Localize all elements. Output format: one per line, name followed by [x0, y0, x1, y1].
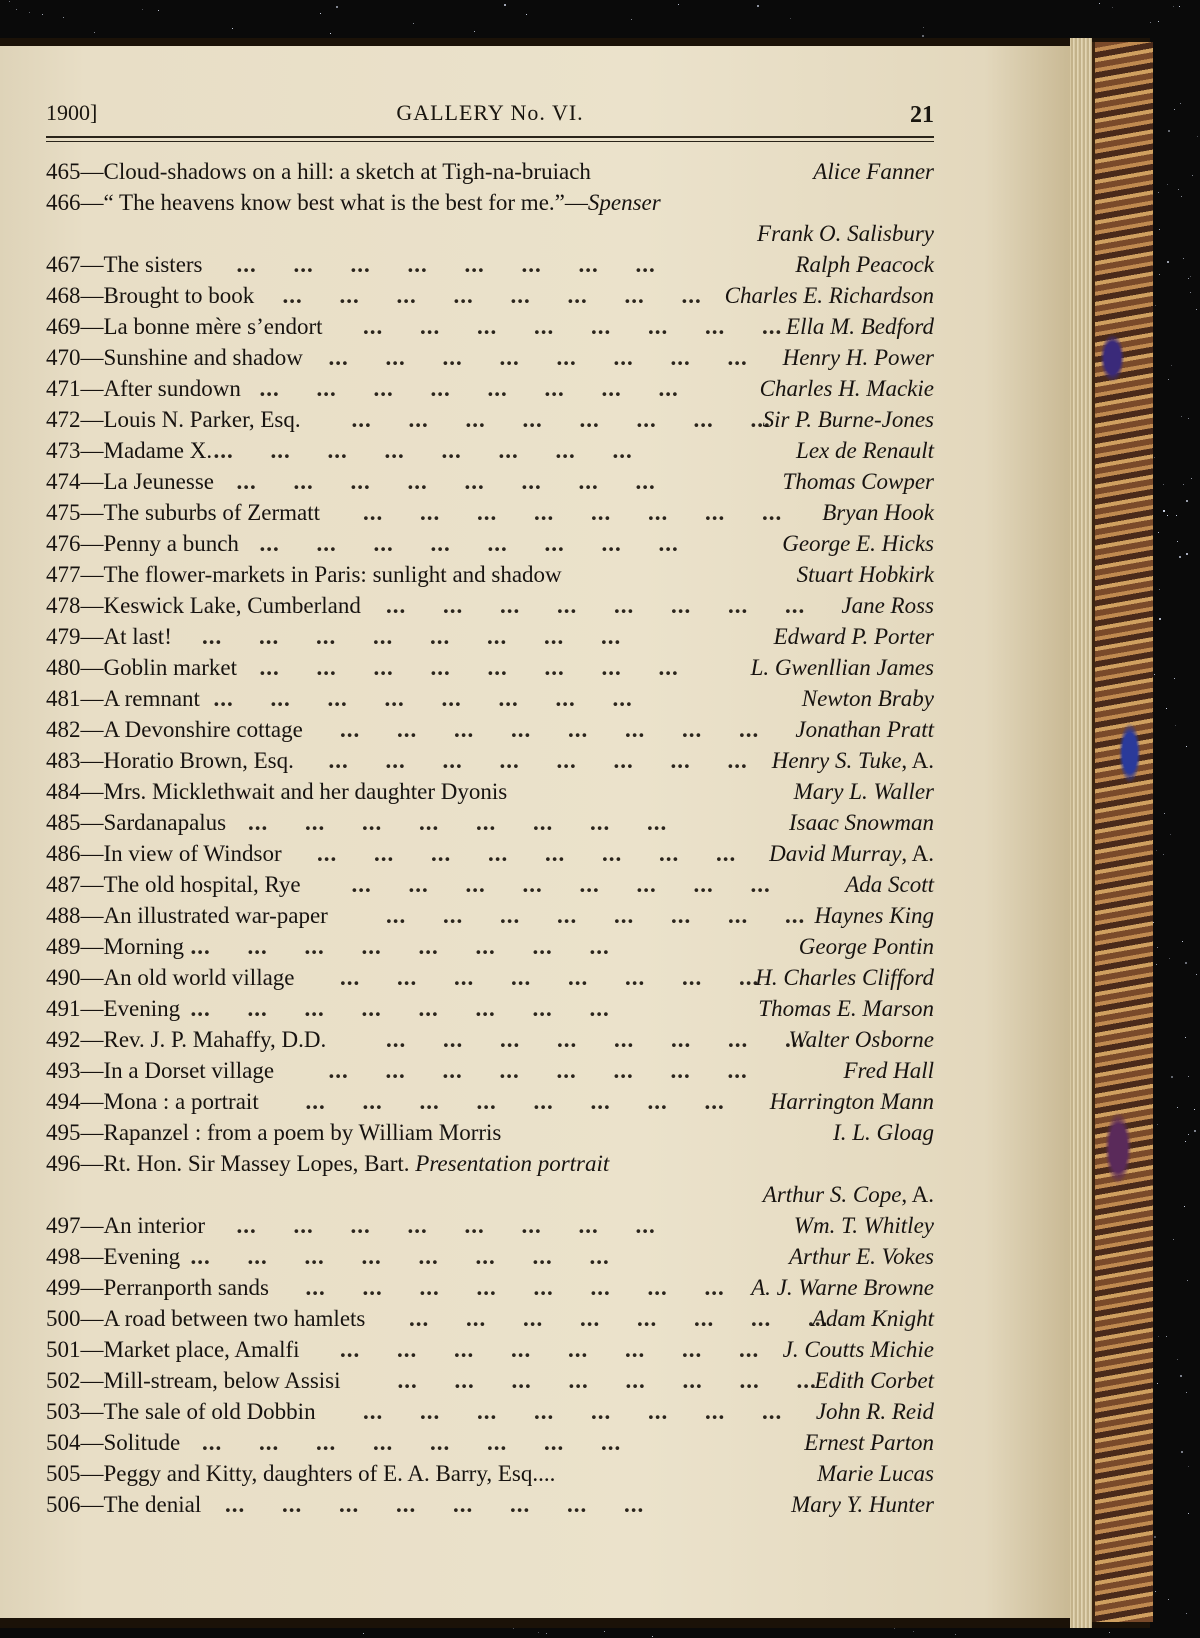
entry-number: 490— — [46, 965, 104, 990]
catalogue-entry — [46, 466, 934, 497]
entry-artist: John R. Reid — [815, 1399, 934, 1424]
entry-number: 483— — [46, 748, 104, 773]
entry-number: 488— — [46, 903, 104, 928]
catalogue-entry — [46, 311, 934, 342]
catalogue-entry — [46, 1334, 934, 1365]
catalogue-entry — [46, 342, 934, 373]
entry-number: 471— — [46, 376, 104, 401]
entry-artist: Isaac Snowman — [788, 810, 934, 835]
leader-dots: ... ... ... ... ... ... ... ... — [363, 314, 783, 339]
entry-artist-line — [46, 1179, 934, 1210]
entry-title: Cloud-shadows on a hill: a sketch at Tigh-na-bruiach — [103, 159, 591, 184]
entry-artist: J. Coutts Michie — [782, 1337, 934, 1362]
catalogue-entry — [46, 373, 934, 404]
leader-dots: ... ... ... ... ... ... ... ... — [351, 872, 771, 897]
entry-title: Mona : a portrait — [103, 1089, 259, 1114]
entry-artist: L. Gwenllian James — [750, 655, 934, 680]
leader-dots: ... ... ... ... ... ... ... ... — [259, 531, 679, 556]
entry-artist: Thomas Cowper — [782, 469, 934, 494]
entry-artist: Sir P. Burne-Jones — [762, 407, 934, 432]
entry-number: 503— — [46, 1399, 104, 1424]
entry-title: Peggy and Kitty, daughters of E. A. Barry, Esq.... — [103, 1461, 556, 1486]
entry-number: 489— — [46, 934, 104, 959]
catalogue-entry — [46, 807, 934, 838]
leader-dots: ... ... ... ... ... ... ... ... — [409, 1306, 829, 1331]
entry-artist: Charles H. Mackie — [759, 376, 934, 401]
entry-artist: George Pontin — [798, 934, 934, 959]
catalogue-entry — [46, 1272, 934, 1303]
catalogue-entry — [46, 683, 934, 714]
entry-number: 465— — [46, 159, 104, 184]
catalogue-entry — [46, 993, 934, 1024]
catalogue-entry — [46, 1210, 934, 1241]
entry-artist: Edith Corbet — [814, 1368, 934, 1393]
entry-title: Mill-stream, below Assisi — [103, 1368, 341, 1393]
header-gallery: GALLERY No. VI. — [396, 100, 584, 125]
entry-number: 506— — [46, 1492, 104, 1517]
entry-artist: Haynes King — [814, 903, 934, 928]
catalogue-entry — [46, 404, 934, 435]
catalogue-entry — [46, 590, 934, 621]
entry-title: Sunshine and shadow — [103, 345, 303, 370]
entry-number: 480— — [46, 655, 104, 680]
entry-number: 496— — [46, 1151, 104, 1176]
catalogue-entry — [46, 1427, 934, 1458]
leader-dots: ... ... ... ... ... ... ... ... — [236, 252, 656, 277]
leader-dots: ... ... ... ... ... ... ... ... — [386, 1027, 806, 1052]
entry-number: 505— — [46, 1461, 104, 1486]
entry-artist: Henry H. Power — [782, 345, 934, 370]
page-edges — [1070, 38, 1092, 1628]
entry-number: 475— — [46, 500, 104, 525]
entry-artist-line — [46, 218, 934, 249]
entry-title: Morning — [103, 934, 184, 959]
entry-artist: Jonathan Pratt — [795, 717, 934, 742]
entry-title: Louis N. Parker, Esq. — [103, 407, 301, 432]
catalogue-entries — [46, 156, 934, 1520]
entry-title: An interior — [103, 1213, 206, 1238]
entry-title: Penny a bunch — [103, 531, 239, 556]
catalogue-entry — [46, 1489, 934, 1520]
entry-artist: Mary Y. Hunter — [791, 1492, 934, 1517]
entry-title: Perranporth sands — [103, 1275, 269, 1300]
entry-number: 495— — [46, 1120, 104, 1145]
entry-number: 497— — [46, 1213, 104, 1238]
catalogue-entry — [46, 1458, 934, 1489]
leader-dots: ... ... ... ... ... ... ... ... — [213, 686, 633, 711]
entry-title: The denial — [103, 1492, 202, 1517]
entry-title: In a Dorset village — [103, 1058, 275, 1083]
entry-artist: Walter Osborne — [788, 1027, 934, 1052]
leader-dots: ... ... ... ... ... ... ... ... — [305, 1089, 725, 1114]
entry-title: Market place, Amalfi — [103, 1337, 300, 1362]
catalogue-entry — [46, 280, 934, 311]
entry-title: The old hospital, Rye — [103, 872, 301, 897]
entry-number: 481— — [46, 686, 104, 711]
entry-artist: Charles E. Richardson — [724, 283, 934, 308]
entry-artist: Jane Ross — [841, 593, 934, 618]
catalogue-entry — [46, 1024, 934, 1055]
entry-artist: David Murray, A. — [769, 841, 934, 866]
leader-dots: ... ... ... ... ... ... ... ... — [213, 438, 633, 463]
entry-title: Keswick Lake, Cumberland — [103, 593, 361, 618]
entry-artist: Wm. T. Whitley — [793, 1213, 934, 1238]
entry-title: Rev. J. P. Mahaffy, D.D. — [103, 1027, 327, 1052]
leader-dots: ... ... ... ... ... ... ... ... — [202, 1430, 622, 1455]
entry-title: The sisters — [103, 252, 203, 277]
leader-dots: ... ... ... ... ... ... ... ... — [397, 1368, 817, 1393]
page-number: 21 — [910, 102, 934, 128]
leader-dots: ... ... ... ... ... ... ... ... — [282, 283, 702, 308]
entry-number: 486— — [46, 841, 104, 866]
leader-dots: ... ... ... ... ... ... ... ... — [259, 655, 679, 680]
entry-title: The sale of old Dobbin — [103, 1399, 316, 1424]
entry-number: 467— — [46, 252, 104, 277]
entry-number: 476— — [46, 531, 104, 556]
catalogue-entry — [46, 1148, 934, 1179]
entry-artist: Bryan Hook — [822, 500, 934, 525]
leader-dots: ... ... ... ... ... ... ... ... — [317, 841, 737, 866]
entry-number: 484— — [46, 779, 104, 804]
entry-title: La Jeunesse — [103, 469, 214, 494]
header-year: 1900] — [46, 100, 98, 125]
catalogue-entry — [46, 528, 934, 559]
entry-artist: Ella M. Bedford — [786, 314, 934, 339]
leader-dots: ... ... ... ... ... ... ... ... — [236, 469, 656, 494]
entry-title: An old world village — [103, 965, 295, 990]
entry-number: 469— — [46, 314, 104, 339]
entry-title: Sardanapalus — [103, 810, 227, 835]
entry-number: 470— — [46, 345, 104, 370]
entry-number: 468— — [46, 283, 104, 308]
catalogue-entry — [46, 869, 934, 900]
catalogue-entry — [46, 1365, 934, 1396]
entry-artist: Ralph Peacock — [795, 252, 934, 277]
entry-artist: Alice Fanner — [813, 159, 934, 184]
entry-title: In view of Windsor — [103, 841, 282, 866]
entry-number: 485— — [46, 810, 104, 835]
entry-number: 501— — [46, 1337, 104, 1362]
entry-number: 479— — [46, 624, 104, 649]
entry-artist: Newton Braby — [801, 686, 934, 711]
entry-artist: Edward P. Porter — [773, 624, 934, 649]
entry-number: 499— — [46, 1275, 104, 1300]
entry-artist: Henry S. Tuke, A. — [771, 748, 934, 773]
entry-number: 474— — [46, 469, 104, 494]
entry-title: After sundown — [103, 376, 241, 401]
entry-artist: Stuart Hobkirk — [796, 562, 934, 587]
entry-title: La bonne mère s’endort — [103, 314, 323, 339]
catalogue-entry — [46, 745, 934, 776]
catalogue-entry — [46, 1117, 934, 1148]
entry-artist: Thomas E. Marson — [758, 996, 934, 1021]
leader-dots: ... ... ... ... ... ... ... ... — [305, 1275, 725, 1300]
leader-dots: ... ... ... ... ... ... ... ... — [340, 965, 760, 990]
entry-title: Goblin market — [103, 655, 237, 680]
leader-dots: ... ... ... ... ... ... ... ... — [190, 1244, 610, 1269]
catalogue-entry — [46, 1396, 934, 1427]
marbled-cover — [1092, 42, 1153, 1622]
entry-number: 477— — [46, 562, 104, 587]
catalogue-entry — [46, 156, 934, 187]
entry-artist: Ada Scott — [845, 872, 934, 897]
leader-dots: ... ... ... ... ... ... ... ... — [328, 1058, 748, 1083]
entry-number: 482— — [46, 717, 104, 742]
catalogue-entry — [46, 497, 934, 528]
catalogue-entry — [46, 776, 934, 807]
catalogue-entry — [46, 652, 934, 683]
entry-artist: Arthur S. Cope, A. — [762, 1182, 934, 1207]
running-header — [46, 100, 934, 134]
entry-title: “ The heavens know best what is the best for me.”—Spenser — [103, 190, 661, 215]
entry-number: 502— — [46, 1368, 104, 1393]
entry-artist: George E. Hicks — [782, 531, 934, 556]
entry-title: Brought to book — [103, 283, 255, 308]
entry-artist: I. L. Gloag — [833, 1120, 934, 1145]
catalogue-entry — [46, 559, 934, 590]
entry-artist: Marie Lucas — [817, 1461, 934, 1486]
catalogue-entry — [46, 435, 934, 466]
entry-artist: Fred Hall — [843, 1058, 934, 1083]
leader-dots: ... ... ... ... ... ... ... ... — [363, 1399, 783, 1424]
catalogue-entry — [46, 621, 934, 652]
entry-number: 487— — [46, 872, 104, 897]
catalogue-entry — [46, 1303, 934, 1334]
leader-dots: ... ... ... ... ... ... ... ... — [363, 500, 783, 525]
header-rule-thin — [46, 141, 934, 142]
entry-artist: Harrington Mann — [769, 1089, 934, 1114]
entry-title: At last! — [103, 624, 172, 649]
entry-title: Evening — [103, 996, 181, 1021]
entry-number: 473— — [46, 438, 104, 463]
entry-title: Rapanzel : from a poem by William Morris — [103, 1120, 502, 1145]
entry-number: 491— — [46, 996, 104, 1021]
entry-number: 493— — [46, 1058, 104, 1083]
entry-title: Solitude — [103, 1430, 181, 1455]
leader-dots: ... ... ... ... ... ... ... ... — [236, 1213, 656, 1238]
entry-artist: Mary L. Waller — [793, 779, 934, 804]
entry-number: 492— — [46, 1027, 104, 1052]
entry-title: An illustrated war-paper — [103, 903, 328, 928]
entry-artist: H. Charles Clifford — [755, 965, 934, 990]
leader-dots: ... ... ... ... ... ... ... ... — [328, 748, 748, 773]
entry-number: 472— — [46, 407, 104, 432]
entry-artist: Arthur E. Vokes — [788, 1244, 934, 1269]
entry-title: Mrs. Micklethwait and her daughter Dyonis — [103, 779, 508, 804]
entry-number: 478— — [46, 593, 104, 618]
leader-dots: ... ... ... ... ... ... ... ... — [386, 593, 806, 618]
catalogue-entry — [46, 1055, 934, 1086]
leader-dots: ... ... ... ... ... ... ... ... — [328, 345, 748, 370]
entry-artist: Adam Knight — [811, 1306, 934, 1331]
entry-title: The suburbs of Zermatt — [103, 500, 321, 525]
entry-title: Evening — [103, 1244, 181, 1269]
leader-dots: ... ... ... ... ... ... ... ... — [259, 376, 679, 401]
catalogue-entry — [46, 962, 934, 993]
leader-dots: ... ... ... ... ... ... ... ... — [248, 810, 668, 835]
entry-artist: A. J. Warne Browne — [751, 1275, 934, 1300]
catalogue-entry — [46, 714, 934, 745]
catalogue-entry — [46, 1086, 934, 1117]
leader-dots: ... ... ... ... ... ... ... ... — [340, 1337, 760, 1362]
entry-number: 494— — [46, 1089, 104, 1114]
catalogue-entry — [46, 900, 934, 931]
leader-dots: ... ... ... ... ... ... ... ... — [386, 903, 806, 928]
entry-artist: Lex de Renault — [796, 438, 934, 463]
entry-artist: Ernest Parton — [804, 1430, 934, 1455]
leader-dots: ... ... ... ... ... ... ... ... — [340, 717, 760, 742]
entry-number: 504— — [46, 1430, 104, 1455]
entry-number: 500— — [46, 1306, 104, 1331]
entry-title: A road between two hamlets — [103, 1306, 366, 1331]
catalogue-entry — [46, 187, 934, 218]
leader-dots: ... ... ... ... ... ... ... ... — [202, 624, 622, 649]
leader-dots: ... ... ... ... ... ... ... ... — [190, 996, 610, 1021]
entry-title: Horatio Brown, Esq. — [103, 748, 294, 773]
leader-dots: ... ... ... ... ... ... ... ... — [351, 407, 771, 432]
catalogue-entry — [46, 931, 934, 962]
entry-title: Madame X. — [103, 438, 213, 463]
catalogue-entry — [46, 838, 934, 869]
entry-title: A Devonshire cottage — [103, 717, 303, 742]
entry-number: 466— — [46, 190, 104, 215]
entry-title: The flower-markets in Paris: sunlight and shadow — [103, 562, 562, 587]
entry-number: 498— — [46, 1244, 104, 1269]
leader-dots: ... ... ... ... ... ... ... ... — [190, 934, 610, 959]
entry-artist: Frank O. Salisbury — [757, 221, 934, 246]
catalogue-entry — [46, 249, 934, 280]
entry-title: Rt. Hon. Sir Massey Lopes, Bart. Presentation portrait — [103, 1151, 610, 1176]
entry-title: A remnant — [103, 686, 200, 711]
leader-dots: ... ... ... ... ... ... ... ... — [225, 1492, 645, 1517]
header-rule — [46, 136, 934, 138]
catalogue-entry — [46, 1241, 934, 1272]
